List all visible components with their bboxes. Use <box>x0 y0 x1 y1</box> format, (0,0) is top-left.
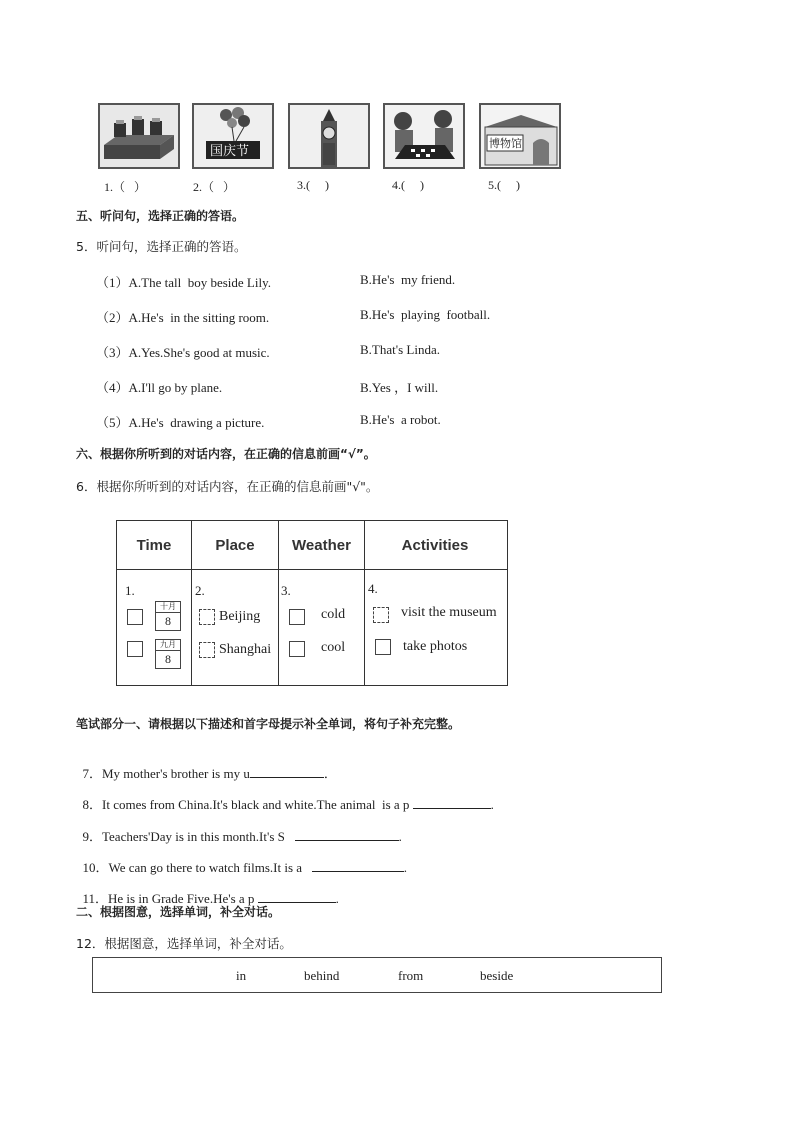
picture-5 <box>479 103 561 169</box>
q5-item3-a[interactable]: （3）A.Yes.She's good at music. <box>96 345 270 360</box>
place-checkbox-2[interactable] <box>199 642 215 658</box>
section6-heading: 六、根据你所听到的对话内容，在正确的信息前画“√”。 <box>76 447 376 461</box>
q5-item3-b[interactable]: B.That's Linda. <box>360 342 440 357</box>
place-beijing: Beijing <box>219 609 261 624</box>
time-checkbox-1[interactable] <box>127 609 143 625</box>
section5-heading: 五、听问句，选择正确的答语。 <box>76 209 245 223</box>
place-checkbox-1[interactable] <box>199 609 215 625</box>
q11-end: . <box>335 891 339 906</box>
q8-blank[interactable] <box>413 796 491 809</box>
q9-text: 9．Teachers'Day is in this month.It's S <box>82 829 295 844</box>
picture-5-answer[interactable]: 5.( ) <box>488 178 520 192</box>
word-beside: beside <box>480 968 514 983</box>
q10-blank[interactable] <box>312 859 404 872</box>
place-shanghai: Shanghai <box>219 642 272 657</box>
q5-item4-b[interactable]: B.Yes ，I will. <box>360 380 439 395</box>
picture-4-answer[interactable]: 4.( ) <box>392 178 424 192</box>
word-in: in <box>236 968 247 983</box>
q7-blank[interactable] <box>250 765 324 778</box>
time-num: 1. <box>125 583 135 598</box>
calendar-1-day: 8 <box>165 614 171 628</box>
q5-item4-a[interactable]: （4）A.I'll go by plane. <box>96 380 223 395</box>
col-line-1 <box>191 569 192 685</box>
word-behind: behind <box>304 968 340 983</box>
question-12: 12．根据图意，选择单词，补全对话。 <box>76 936 292 951</box>
q11-blank[interactable] <box>258 890 336 903</box>
q5-item1-a[interactable]: （1）A.The tall boy beside Lily. <box>96 275 271 290</box>
time-checkbox-2[interactable] <box>127 641 143 657</box>
q5-item5-a[interactable]: （5）A.He's drawing a picture. <box>96 415 265 430</box>
listening-table <box>116 520 508 686</box>
q9-end: . <box>398 829 402 844</box>
weather-checkbox-2[interactable] <box>289 641 305 657</box>
q7-text: 7．My mother's brother is my u <box>82 766 250 781</box>
q7 <box>76 747 337 782</box>
picture-2-answer[interactable]: 2.（ ） <box>193 180 236 194</box>
activities-num: 4. <box>368 581 378 596</box>
weather-cold: cold <box>321 607 346 622</box>
q11-text: 11．He is in Grade Five.He's a p <box>82 891 258 906</box>
calendar-icon-2 <box>155 639 181 669</box>
weather-checkbox-1[interactable] <box>289 609 305 625</box>
header-place: Place <box>192 521 279 569</box>
building-blocks-icon <box>100 105 178 167</box>
picture-2 <box>192 103 274 169</box>
calendar-1-month: 十月 <box>156 602 180 613</box>
section2-heading: 二、根据图意，选择单词，补全对话。 <box>76 905 281 919</box>
national-day-balloons-icon <box>194 105 272 167</box>
q9-blank[interactable] <box>295 828 399 841</box>
question-6: 6．根据你所听到的对话内容，在正确的信息前画"√"。 <box>76 479 379 494</box>
boys-playing-chess-icon <box>385 105 463 167</box>
word-from: from <box>398 968 424 983</box>
q8 <box>76 778 494 813</box>
question-5: 5．听问句，选择正确的答语。 <box>76 239 247 254</box>
picture-1-answer[interactable]: 1.（ ） <box>104 180 147 194</box>
museum-icon <box>481 105 559 167</box>
header-time: Time <box>117 521 192 569</box>
header-weather: Weather <box>279 521 365 569</box>
col-line-2 <box>278 569 279 685</box>
q5-item5-b[interactable]: B.He's a robot. <box>360 412 441 427</box>
header-activities: Activities <box>401 536 469 554</box>
q10 <box>76 841 407 876</box>
written-heading: 笔试部分一、请根据以下描述和首字母提示补全单词，将句子补充完整。 <box>76 717 461 731</box>
museum-sign: 博物馆 <box>489 137 522 150</box>
q11 <box>76 872 339 907</box>
picture-4 <box>383 103 465 169</box>
national-day-sign: 国庆节 <box>210 144 250 159</box>
q5-item2-b[interactable]: B.He's playing football. <box>360 307 491 322</box>
place-num: 2. <box>195 583 205 598</box>
picture-3-answer[interactable]: 3.( ) <box>297 178 329 192</box>
weather-cool: cool <box>321 640 346 655</box>
calendar-icon-1 <box>155 601 181 631</box>
activity-checkbox-1[interactable] <box>373 607 389 623</box>
q8-text: 8．It comes from China.It's black and white.The animal is a p <box>82 797 413 812</box>
calendar-2-month: 九月 <box>156 640 180 651</box>
q8-end: . <box>490 797 494 812</box>
activity-visit-museum: visit the museum <box>401 605 497 620</box>
picture-3 <box>288 103 370 169</box>
table-divider <box>117 569 507 570</box>
activity-checkbox-2[interactable] <box>375 639 391 655</box>
col-line-3 <box>364 569 365 685</box>
word-bank <box>92 957 662 993</box>
calendar-2-day: 8 <box>165 652 171 666</box>
q5-item1-b[interactable]: B.He's my friend. <box>360 272 456 287</box>
picture-1 <box>98 103 180 169</box>
weather-num: 3. <box>281 583 291 598</box>
activity-take-photos: take photos <box>403 639 468 654</box>
q9 <box>76 810 402 845</box>
q10-end: . <box>403 860 408 875</box>
q10-text: 10．We can go there to watch films.It is a <box>82 860 312 875</box>
q5-item2-a[interactable]: （2）A.He's in the sitting room. <box>96 310 270 325</box>
q7-end: ． <box>323 766 337 781</box>
big-ben-icon <box>290 105 368 167</box>
